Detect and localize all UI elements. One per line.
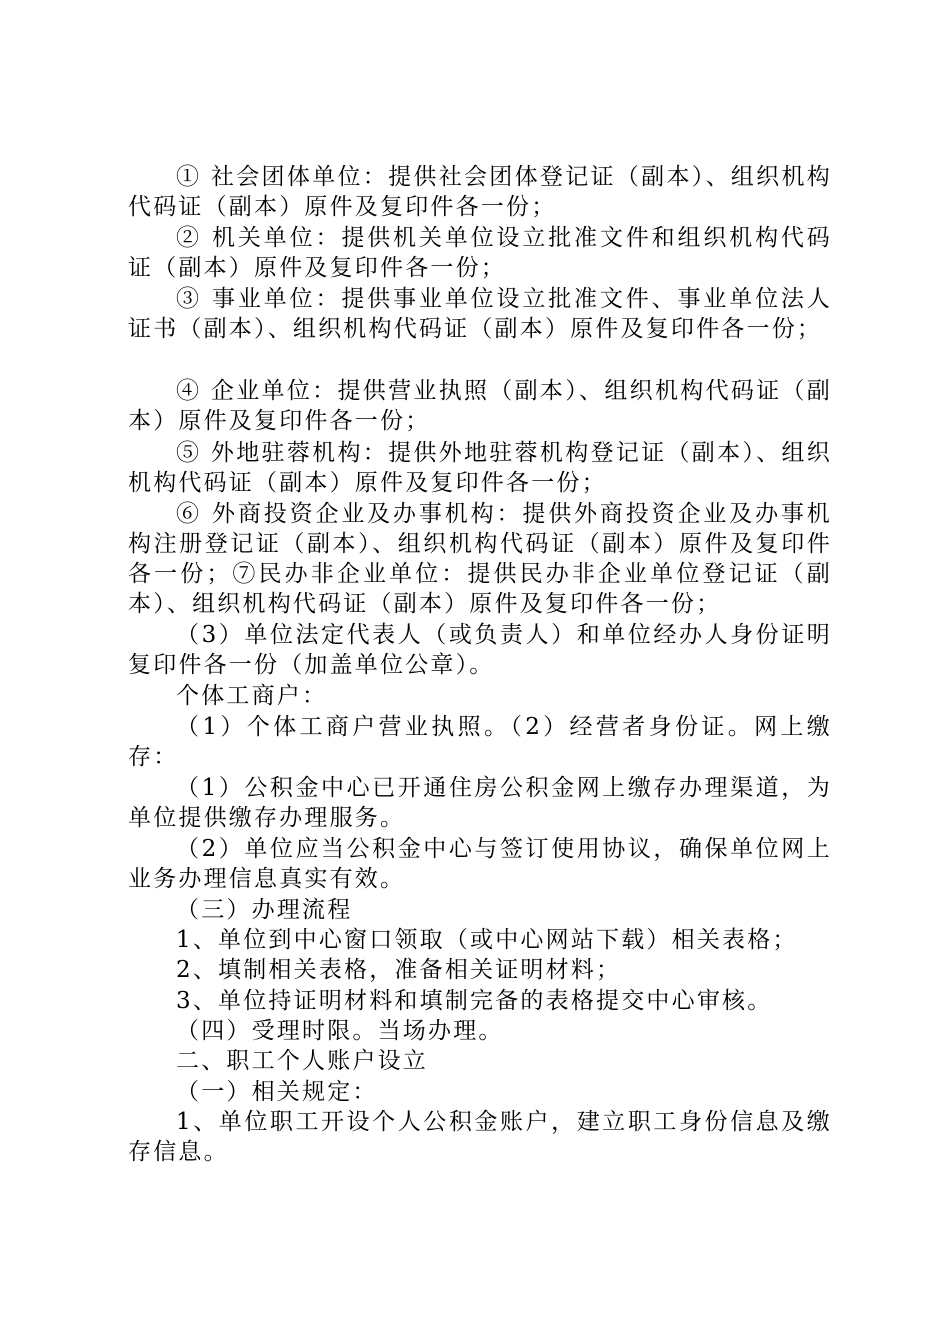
paragraph-individual-requirements: （1）个体工商户营业执照。（2）经营者身份证。网上缴存：: [128, 714, 832, 770]
paragraph-process-step-3: 3、单位持证明材料和填制完备的表格提交中心审核。: [176, 988, 773, 1014]
paragraph-public-institution: ③ 事业单位：提供事业单位设立批准文件、事业单位法人证书（副本）、组织机构代码证（副本）原件及复印件各一份；: [128, 286, 832, 342]
heading-individual-business: 个体工商户：: [176, 683, 328, 709]
paragraph-processing-time: （四）受理时限。当场办理。: [176, 1018, 504, 1044]
paragraph-process-step-1: 1、单位到中心窗口领取（或中心网站下载）相关表格；: [176, 927, 798, 953]
paragraph-enterprise: ④ 企业单位：提供营业执照（副本）、组织机构代码证（副本）原件及复印件各一份；: [128, 378, 832, 434]
heading-process: （三）办理流程: [176, 897, 353, 923]
paragraph-legal-representative: （3）单位法定代表人（或负责人）和单位经办人身份证明复印件各一份（加盖单位公章）。: [128, 622, 832, 678]
heading-personal-account: 二、职工个人账户设立: [176, 1048, 428, 1074]
paragraph-out-of-town-agency: ⑤ 外地驻蓉机构：提供外地驻蓉机构登记证（副本）、组织机构代码证（副本）原件及复印件各一份；: [128, 440, 832, 496]
paragraph-social-organization: ① 社会团体单位：提供社会团体登记证（副本）、组织机构代码证（副本）原件及复印件各一份；: [128, 164, 832, 220]
heading-regulations: （一）相关规定：: [176, 1079, 378, 1105]
paragraph-foreign-enterprise: ⑥ 外商投资企业及办事机构：提供外商投资企业及办事机构注册登记证（副本）、组织机构代码证（副本）原件及复印件各一份；⑦民办非企业单位：提供民办非企业单位登记证（副本）、组织机构代码证（副本）原件及复印件各一份；: [128, 501, 832, 617]
paragraph-process-step-2: 2、填制相关表格，准备相关证明材料；: [176, 957, 622, 983]
paragraph-online-channel: （1）公积金中心已开通住房公积金网上缴存办理渠道，为单位提供缴存办理服务。: [128, 775, 832, 831]
paragraph-government-agency: ② 机关单位：提供机关单位设立批准文件和组织机构代码证（副本）原件及复印件各一份；: [128, 225, 832, 281]
paragraph-online-agreement: （2）单位应当公积金中心与签订使用协议，确保单位网上业务办理信息真实有效。: [128, 836, 832, 892]
paragraph-account-opening: 1、单位职工开设个人公积金账户，建立职工身份信息及缴存信息。: [128, 1109, 832, 1165]
